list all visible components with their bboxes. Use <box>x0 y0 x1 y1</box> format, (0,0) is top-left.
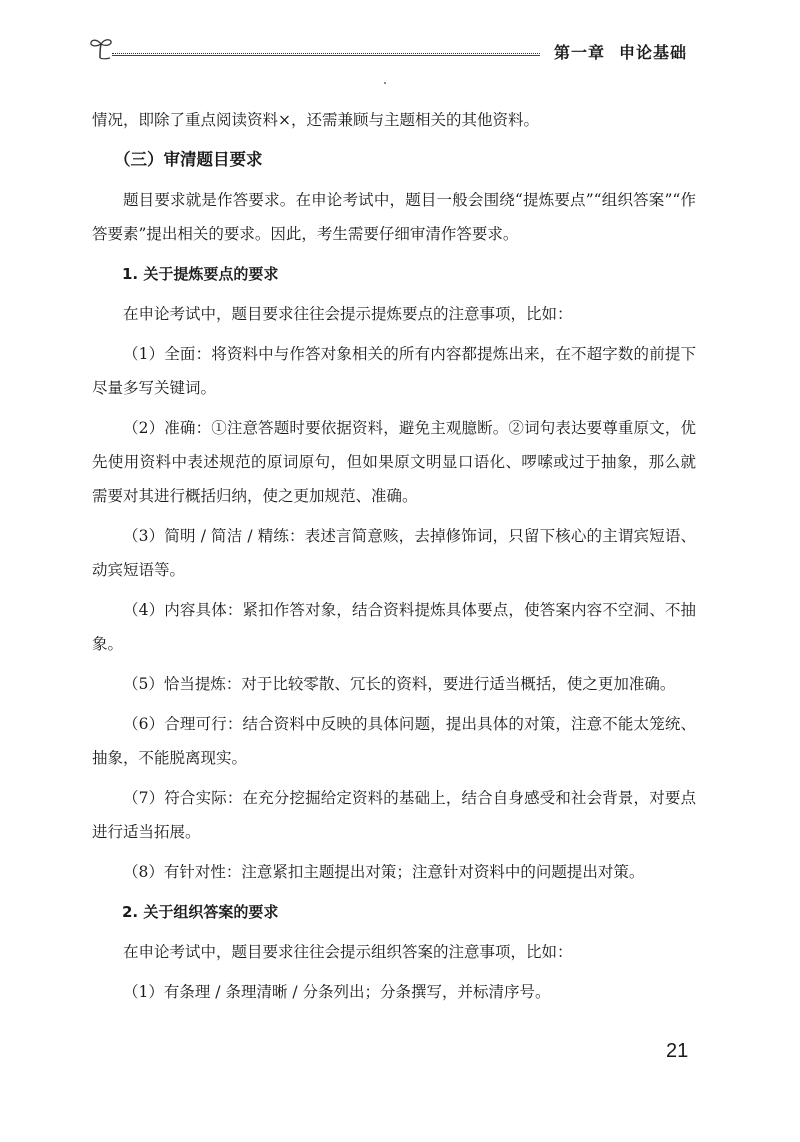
list-item: （3）简明 / 简洁 / 精练：表述言简意赅，去掉修饰词，只留下核心的主谓宾短语、动宾短语等。 <box>92 527 696 579</box>
page-header <box>88 34 708 64</box>
list-item: （2）准确：①注意答题时要依据资料，避免主观臆断。②词句表达要尊重原文，优先使用资料中表述规范的原词原句，但如果原文明显口语化、啰嗦或过于抽象，那么就需要对其进行概括归纳，使之更加规范、准确。 <box>92 419 696 505</box>
print-speck <box>384 82 386 84</box>
chapter-name: 申论基础 <box>619 43 688 62</box>
header-rule <box>112 55 540 56</box>
list-item: （1）有条理 / 条理清晰 / 分条列出；分条撰写，并标清序号。 <box>123 983 551 1001</box>
sprout-icon <box>88 34 116 62</box>
paragraph-intro: 题目要求就是作答要求。在申论考试中，题目一般会围绕“提炼要点”“组织答案”“作答要素”提出相关的要求。因此，考生需要仔细审清作答要求。 <box>92 191 696 243</box>
chapter-title <box>554 40 687 63</box>
chapter-label: 第一章 <box>554 43 606 62</box>
list-item: （7）符合实际：在充分挖掘给定资料的基础上，结合自身感受和社会背景，对要点进行适当拓展。 <box>92 789 696 841</box>
page-number: 21 <box>666 1040 689 1062</box>
list-item: （4）内容具体：紧扣作答对象，结合资料提炼具体要点，使答案内容不空洞、不抽象。 <box>92 601 696 653</box>
header-rule-dotted <box>112 53 540 54</box>
list-item: （5）恰当提炼：对于比较零散、冗长的资料，要进行适当概括，使之更加准确。 <box>123 675 676 693</box>
page-body <box>92 103 696 1015</box>
paragraph-organize-intro: 在申论考试中，题目要求往往会提示组织答案的注意事项，比如： <box>123 943 573 961</box>
list-item: （6）合理可行：结合资料中反映的具体问题，提出具体的对策，注意不能太笼统、抽象，不能脱离现实。 <box>92 715 696 767</box>
paragraph-continued: 情况，即除了重点阅读资料×，还需兼顾与主题相关的其他资料。 <box>92 111 539 129</box>
paragraph-refine-intro: 在申论考试中，题目要求往往会提示提炼要点的注意事项，比如： <box>123 305 573 323</box>
list-item: （8）有针对性：注意紧扣主题提出对策；注意针对资料中的问题提出对策。 <box>123 863 645 881</box>
section-heading: （三）审清题目要求 <box>114 150 263 169</box>
subsection-heading-2: 2. 关于组织答案的要求 <box>122 903 279 921</box>
list-item: （1）全面：将资料中与作答对象相关的所有内容都提炼出来，在不超字数的前提下尽量多写关键词。 <box>92 345 696 397</box>
subsection-heading-1: 1. 关于提炼要点的要求 <box>122 265 279 283</box>
